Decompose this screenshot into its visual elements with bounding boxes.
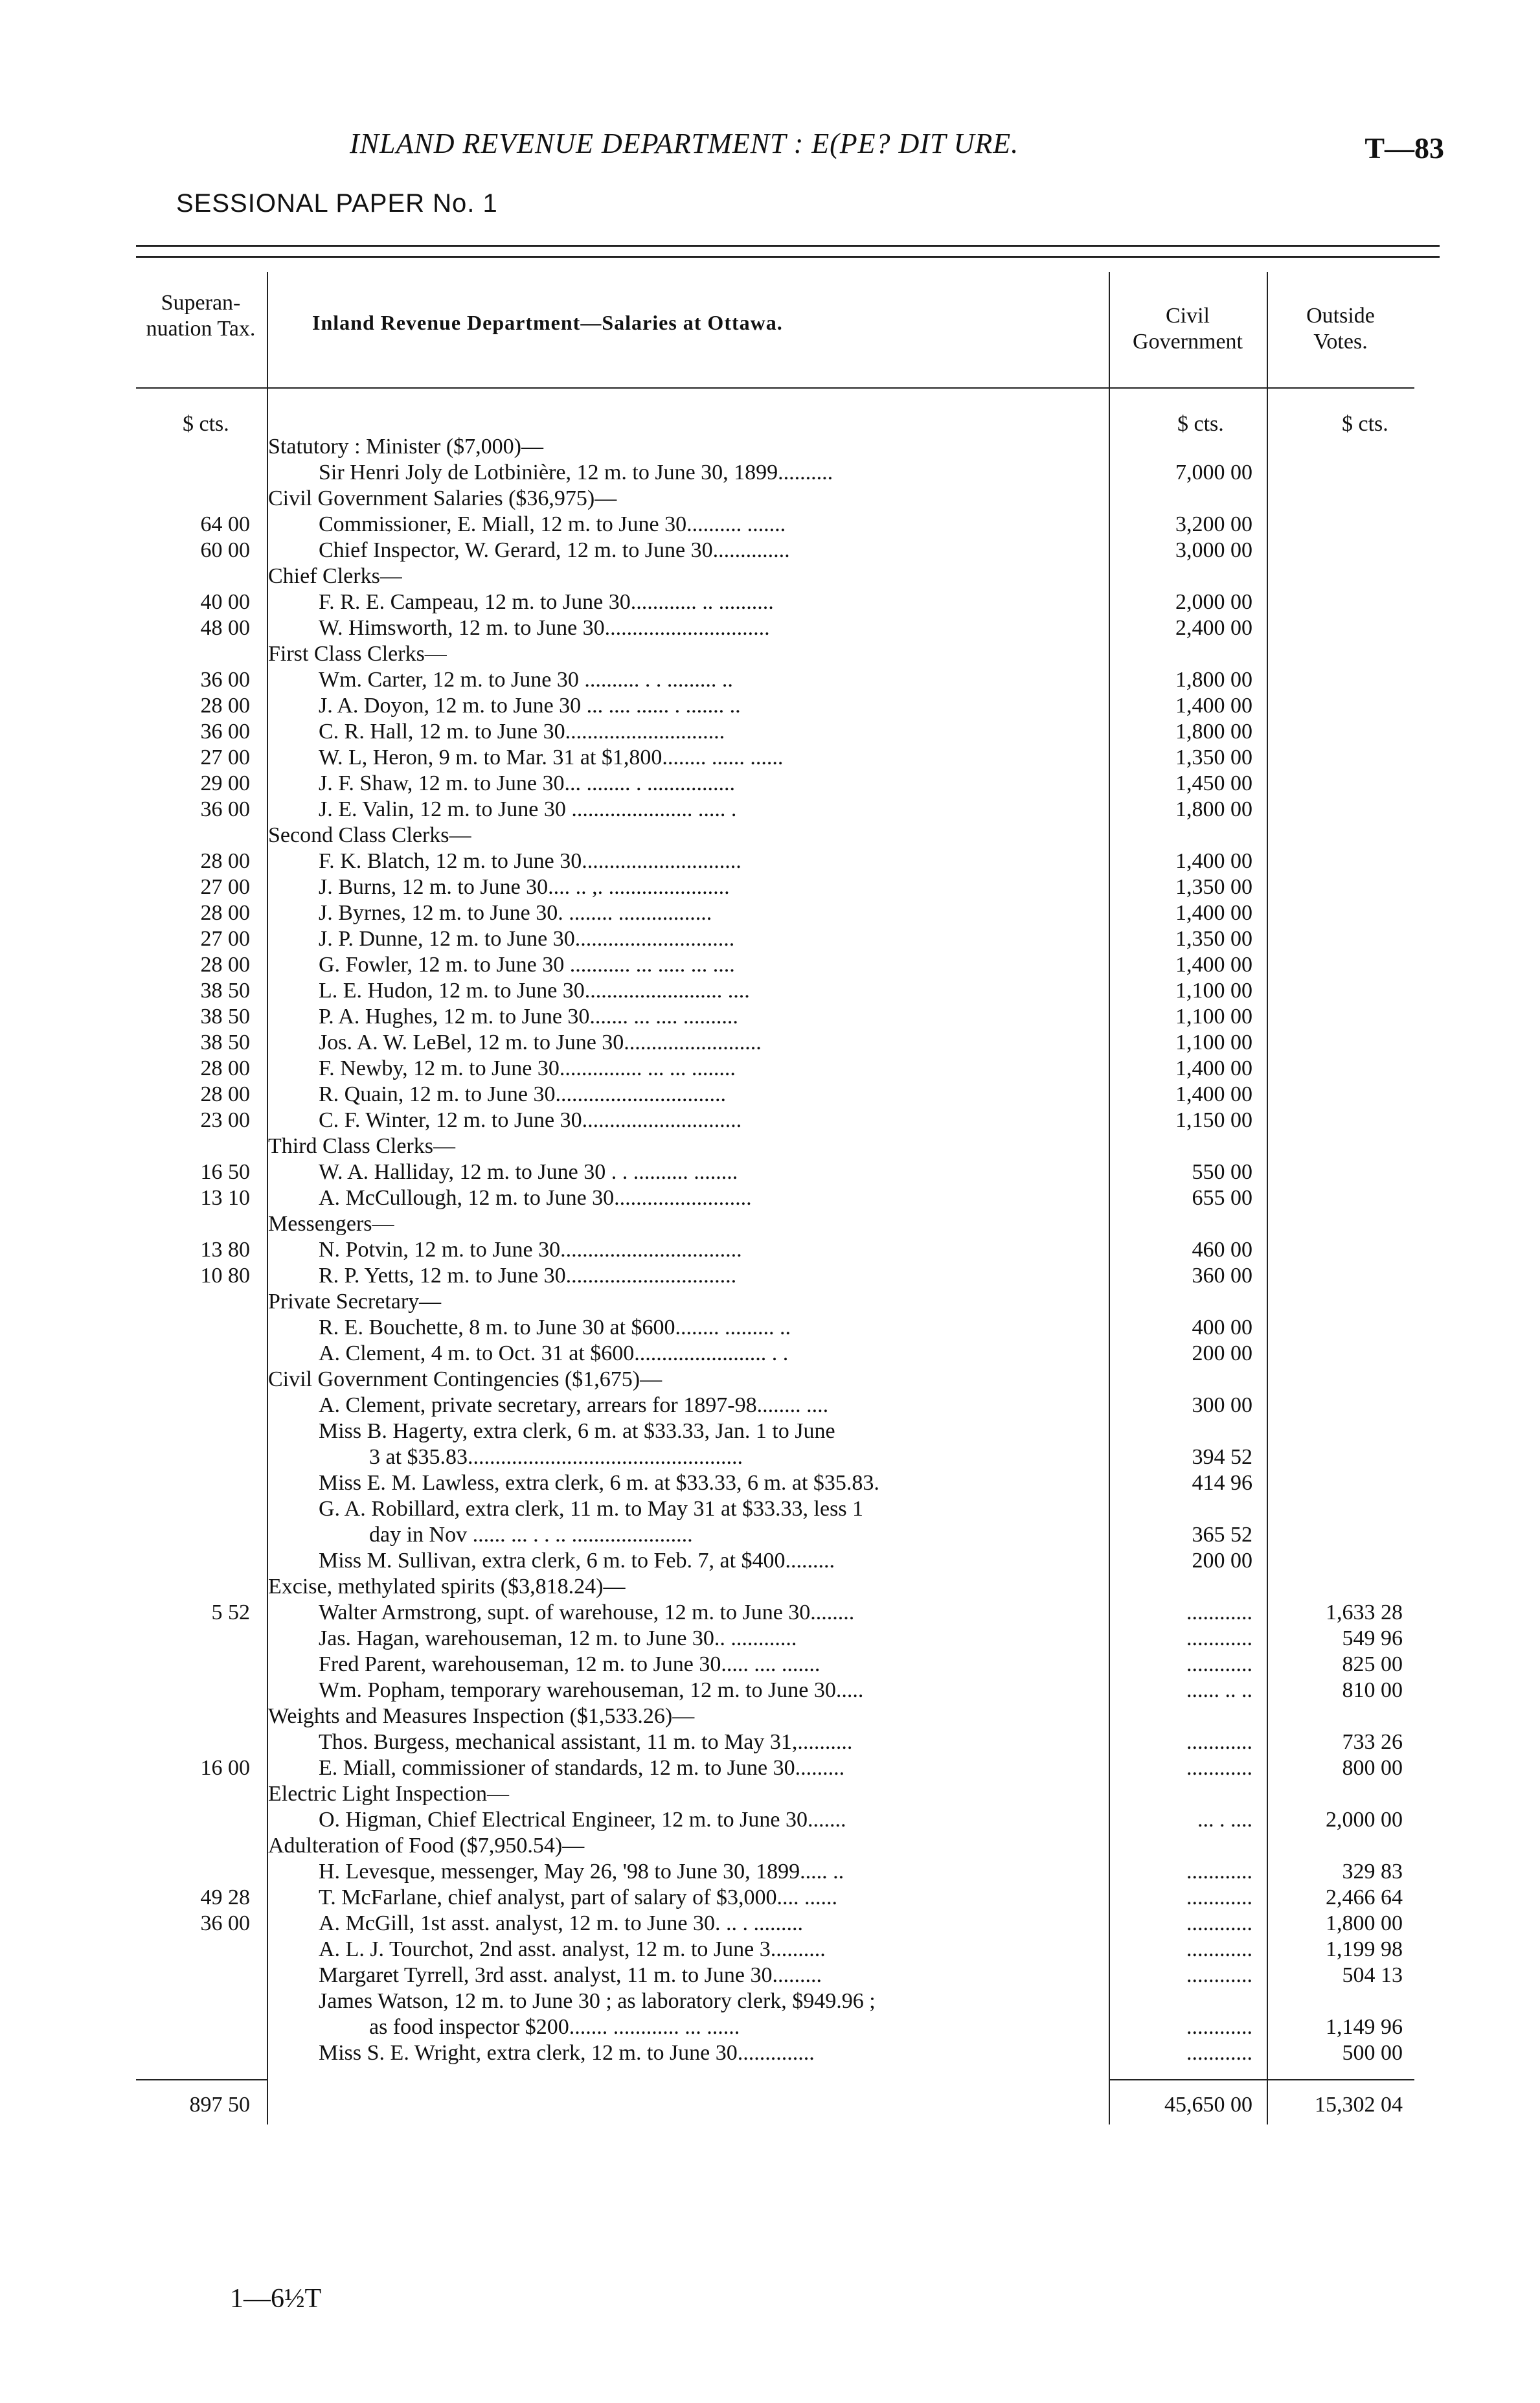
description-cell: Miss S. E. Wright, extra clerk, 12 m. to June 30.............. [319, 2041, 815, 2065]
description-cell: A. Clement, private secretary, arrears for 1897-98........ .... [319, 1393, 829, 1417]
outside-cell: 825 00 [1342, 1652, 1403, 1676]
table-row [0, 1652, 1540, 1678]
outside-cell: 1,199 98 [1326, 1937, 1403, 1961]
tax-cell: 13 10 [200, 1186, 250, 1210]
description-cell: Commissioner, E. Miall, 12 m. to June 30.......... ....... [319, 512, 786, 536]
table-row [0, 1522, 1540, 1548]
description-cell: G. Fowler, 12 m. to June 30 ........... ... ..... ... .... [319, 953, 735, 977]
tax-cell: 28 00 [200, 901, 250, 925]
tax-cell: 28 00 [200, 694, 250, 718]
description-cell: W. L, Heron, 9 m. to Mar. 31 at $1,800........ ...... ...... [319, 746, 784, 769]
totals-row [0, 2092, 1540, 2118]
description-cell: Chief Clerks— [268, 564, 402, 588]
outside-cell: 800 00 [1342, 1756, 1403, 1780]
table-row [0, 1367, 1540, 1393]
civil-cell: 1,100 00 [1175, 1005, 1252, 1029]
description-cell: Weights and Measures Inspection ($1,533.26)— [268, 1704, 695, 1728]
civil-cell: 200 00 [1192, 1549, 1252, 1573]
civil-cell: 394 52 [1192, 1445, 1252, 1469]
civil-cell: 1,400 00 [1175, 901, 1252, 925]
civil-cell: 2,400 00 [1175, 616, 1252, 640]
description-cell: F. K. Blatch, 12 m. to June 30............................. [319, 849, 742, 873]
table-row [0, 1393, 1540, 1418]
table-row [0, 1470, 1540, 1496]
civil-cell: 1,450 00 [1175, 771, 1252, 795]
table-row [0, 641, 1540, 667]
table-row [0, 1600, 1540, 1626]
description-cell: R. E. Bouchette, 8 m. to June 30 at $600........ ......... .. [319, 1315, 791, 1339]
civil-cell: 365 52 [1192, 1523, 1252, 1547]
table-row [0, 1859, 1540, 1885]
description-cell: F. R. E. Campeau, 12 m. to June 30............ .. .......... [319, 590, 774, 614]
civil-cell: 1,150 00 [1175, 1108, 1252, 1132]
table-row [0, 512, 1540, 538]
civil-cell: 1,350 00 [1175, 746, 1252, 769]
table-row [0, 667, 1540, 693]
table-row [0, 1159, 1540, 1185]
table-row [0, 2014, 1540, 2040]
description-cell: H. Levesque, messenger, May 26, '98 to June 30, 1899..... .. [319, 1860, 844, 1884]
civil-cell: 300 00 [1192, 1393, 1252, 1417]
civil-cell: ............ [1186, 2015, 1252, 2039]
civil-cell: 360 00 [1192, 1264, 1252, 1288]
table-row [0, 1263, 1540, 1289]
description-cell: P. A. Hughes, 12 m. to June 30....... ... .... .......... [319, 1005, 738, 1029]
table-row [0, 1444, 1540, 1470]
table-row [0, 1237, 1540, 1263]
table-row [0, 1341, 1540, 1367]
table-row [0, 589, 1540, 615]
civil-column-header: Civil Government [1133, 304, 1243, 354]
description-cell: O. Higman, Chief Electrical Engineer, 12 m. to June 30....... [319, 1808, 846, 1832]
table-row [0, 1030, 1540, 1056]
header-double-rule [136, 245, 1440, 258]
description-cell: A. Clement, 4 m. to Oct. 31 at $600........................ . . [319, 1341, 789, 1365]
table-row [0, 900, 1540, 926]
outside-cell: 1,149 96 [1326, 2015, 1403, 2039]
table-row [0, 538, 1540, 564]
outside-cell: 1,800 00 [1326, 1911, 1403, 1935]
civil-cell: 460 00 [1192, 1238, 1252, 1262]
description-cell: T. McFarlane, chief analyst, part of salary of $3,000.... ...... [319, 1885, 837, 1909]
table-row [0, 1963, 1540, 1988]
civil-cell: ............ [1186, 1652, 1252, 1676]
civil-cell: ............ [1186, 1730, 1252, 1754]
outside-cell: 329 83 [1342, 1860, 1403, 1884]
tax-cell: 36 00 [200, 668, 250, 692]
description-cell: Messengers— [268, 1212, 394, 1236]
table-row [0, 1833, 1540, 1859]
description-cell: Private Secretary— [268, 1290, 442, 1314]
outside-cell: 733 26 [1342, 1730, 1403, 1754]
tax-cell: 40 00 [200, 590, 250, 614]
table-row [0, 1496, 1540, 1522]
outside-cell: 504 13 [1342, 1963, 1403, 1987]
description-cell: Electric Light Inspection— [268, 1782, 509, 1806]
civil-cell: ............ [1186, 1911, 1252, 1935]
table-row [0, 564, 1540, 589]
description-cell: day in Nov ...... ... . . .. ...................... [369, 1523, 693, 1547]
civil-cell: 400 00 [1192, 1315, 1252, 1339]
civil-cell: ............ [1186, 1885, 1252, 1909]
description-cell: James Watson, 12 m. to June 30 ; as laboratory clerk, $949.96 ; [319, 1989, 876, 2013]
description-cell: A. L. J. Tourchot, 2nd asst. analyst, 12 m. to June 3.......... [319, 1937, 826, 1961]
tax-cell: 36 00 [200, 797, 250, 821]
totals-rule-tax [136, 2079, 267, 2080]
tax-cell: 36 00 [200, 1911, 250, 1935]
tax-cell: 49 28 [200, 1885, 250, 1909]
table-row [0, 1108, 1540, 1133]
tax-cell: 28 00 [200, 953, 250, 977]
page-signature: 1—6½T [230, 2284, 322, 2314]
table-row [0, 1574, 1540, 1600]
civil-cell: 655 00 [1192, 1186, 1252, 1210]
description-cell: Second Class Clerks— [268, 823, 471, 847]
table-row [0, 1807, 1540, 1833]
tax-cell: 28 00 [200, 849, 250, 873]
outside-cell: 2,000 00 [1326, 1808, 1403, 1832]
description-cell: F. Newby, 12 m. to June 30............... ... ... ........ [319, 1056, 736, 1080]
outside-cell: 500 00 [1342, 2041, 1403, 2065]
table-row [0, 434, 1540, 460]
civil-cell: ............ [1186, 1860, 1252, 1884]
civil-cell: 3,200 00 [1175, 512, 1252, 536]
tax-total: 897 50 [189, 2093, 250, 2117]
tax-cell: 10 80 [200, 1264, 250, 1288]
description-cell: Civil Government Contingencies ($1,675)— [268, 1367, 662, 1391]
description-cell: Wm. Popham, temporary warehouseman, 12 m. to June 30..... [319, 1678, 864, 1702]
outside-cell: 1,633 28 [1326, 1600, 1403, 1624]
description-cell: as food inspector $200....... ............ ... ...... [369, 2015, 740, 2039]
description-cell: Walter Armstrong, supt. of warehouse, 12 m. to June 30........ [319, 1600, 855, 1624]
civil-cell: 1,350 00 [1175, 875, 1252, 899]
table-row [0, 1703, 1540, 1729]
tax-cell: 27 00 [200, 746, 250, 769]
civil-cell: 1,400 00 [1175, 953, 1252, 977]
table-row [0, 719, 1540, 745]
outside-column-header: Outside Votes. [1306, 304, 1375, 354]
description-cell: Miss B. Hagerty, extra clerk, 6 m. at $33.33, Jan. 1 to June [319, 1419, 835, 1443]
table-row [0, 1004, 1540, 1030]
tax-cell: 16 50 [200, 1160, 250, 1184]
civil-cell: 200 00 [1192, 1341, 1252, 1365]
description-cell: First Class Clerks— [268, 642, 447, 666]
header-rule-outside [1267, 387, 1414, 389]
description-cell: J. Burns, 12 m. to June 30.... .. ,. ...................... [319, 875, 730, 899]
civil-cell: 1,800 00 [1175, 720, 1252, 744]
table-title: Inland Revenue Department—Salaries at Ottawa. [312, 311, 783, 334]
table-row [0, 823, 1540, 848]
description-cell: Miss M. Sullivan, extra clerk, 6 m. to Feb. 7, at $400......... [319, 1549, 835, 1573]
civil-cell: 550 00 [1192, 1160, 1252, 1184]
tax-column-header: Superan- nuation Tax. [146, 291, 256, 341]
sessional-paper-label: SESSIONAL PAPER No. 1 [176, 189, 498, 218]
table-row [0, 745, 1540, 771]
description-cell: Miss E. M. Lawless, extra clerk, 6 m. at $33.33, 6 m. at $35.83. [319, 1471, 879, 1495]
table-row [0, 1548, 1540, 1574]
civil-cell: ...... .. .. [1186, 1678, 1252, 1702]
header-rule-tax [136, 387, 267, 389]
tax-cell: 16 00 [200, 1756, 250, 1780]
description-cell: Wm. Carter, 12 m. to June 30 .......... . . ......... .. [319, 668, 733, 692]
civil-cell: 1,400 00 [1175, 694, 1252, 718]
outside-total: 15,302 04 [1315, 2093, 1403, 2117]
tax-unit: $ cts. [183, 412, 229, 436]
table-row [0, 1418, 1540, 1444]
description-cell: N. Potvin, 12 m. to June 30................................. [319, 1238, 742, 1262]
description-cell: Sir Henri Joly de Lotbinière, 12 m. to June 30, 1899.......... [319, 461, 833, 484]
table-row [0, 1082, 1540, 1108]
tax-cell: 64 00 [200, 512, 250, 536]
description-cell: Statutory : Minister ($7,000)— [268, 435, 543, 459]
tax-cell: 38 50 [200, 979, 250, 1003]
table-row [0, 1729, 1540, 1755]
header-rule-civil [1109, 387, 1267, 389]
table-row [0, 1988, 1540, 2014]
civil-total: 45,650 00 [1164, 2093, 1252, 2117]
civil-cell: ............ [1186, 1937, 1252, 1961]
description-cell: Third Class Clerks— [268, 1134, 455, 1158]
civil-cell: 1,100 00 [1175, 979, 1252, 1003]
table-row [0, 952, 1540, 978]
tax-cell: 28 00 [200, 1082, 250, 1106]
tax-cell: 48 00 [200, 616, 250, 640]
description-cell: Excise, methylated spirits ($3,818.24)— [268, 1575, 626, 1599]
table-row [0, 1911, 1540, 1937]
outside-cell: 2,466 64 [1326, 1885, 1403, 1909]
description-cell: C. R. Hall, 12 m. to June 30............................. [319, 720, 725, 744]
civil-unit: $ cts. [1177, 412, 1224, 436]
civil-cell: 1,800 00 [1175, 797, 1252, 821]
tax-cell: 27 00 [200, 875, 250, 899]
expenditure-table-body [0, 434, 1540, 2066]
civil-cell: 7,000 00 [1175, 461, 1252, 484]
description-cell: Chief Inspector, W. Gerard, 12 m. to June 30.............. [319, 538, 790, 562]
description-cell: C. F. Winter, 12 m. to June 30............................. [319, 1108, 742, 1132]
description-cell: A. McCullough, 12 m. to June 30......................... [319, 1186, 752, 1210]
table-row [0, 1185, 1540, 1211]
table-row [0, 1133, 1540, 1159]
description-cell: Adulteration of Food ($7,950.54)— [268, 1834, 585, 1858]
table-row [0, 978, 1540, 1004]
outside-cell: 549 96 [1342, 1626, 1403, 1650]
description-cell: W. A. Halliday, 12 m. to June 30 . . .......... ........ [319, 1160, 738, 1184]
description-cell: J. P. Dunne, 12 m. to June 30............................. [319, 927, 735, 951]
civil-cell: ............ [1186, 1626, 1252, 1650]
description-cell: J. A. Doyon, 12 m. to June 30 ... .... ...... . ....... .. [319, 694, 741, 718]
civil-cell: 1,400 00 [1175, 1056, 1252, 1080]
page-title: INLAND REVENUE DEPARTMENT : E(PE? DIT URE. [350, 128, 1019, 159]
description-cell: L. E. Hudon, 12 m. to June 30......................... .... [319, 979, 750, 1003]
table-row [0, 1937, 1540, 1963]
tax-cell: 36 00 [200, 720, 250, 744]
description-cell: A. McGill, 1st asst. analyst, 12 m. to June 30. .. . ......... [319, 1911, 803, 1935]
table-row [0, 615, 1540, 641]
table-row [0, 1056, 1540, 1082]
civil-cell: 1,100 00 [1175, 1031, 1252, 1054]
table-row [0, 693, 1540, 719]
civil-cell: 1,350 00 [1175, 927, 1252, 951]
civil-cell: 1,400 00 [1175, 849, 1252, 873]
civil-cell: ............ [1186, 1963, 1252, 1987]
tax-cell: 60 00 [200, 538, 250, 562]
tax-cell: 28 00 [200, 1056, 250, 1080]
table-row [0, 486, 1540, 512]
description-cell: Fred Parent, warehouseman, 12 m. to June 30..... .... ....... [319, 1652, 821, 1676]
description-cell: Jas. Hagan, warehouseman, 12 m. to June 30.. ............ [319, 1626, 797, 1650]
tax-cell: 13 80 [200, 1238, 250, 1262]
table-row [0, 848, 1540, 874]
description-cell: G. A. Robillard, extra clerk, 11 m. to May 31 at $33.33, less 1 [319, 1497, 864, 1521]
civil-cell: 414 96 [1192, 1471, 1252, 1495]
table-row [0, 874, 1540, 900]
page-number: T—83 [1364, 131, 1444, 165]
description-cell: J. F. Shaw, 12 m. to June 30... ........ . ................ [319, 771, 735, 795]
civil-cell: 1,400 00 [1175, 1082, 1252, 1106]
outside-unit: $ cts. [1342, 412, 1388, 436]
table-row [0, 1781, 1540, 1807]
table-row [0, 460, 1540, 486]
tax-cell: 5 52 [211, 1600, 250, 1624]
description-cell: R. Quain, 12 m. to June 30............................... [319, 1082, 726, 1106]
description-cell: 3 at $35.83.................................................. [369, 1445, 743, 1469]
totals-rule-outside [1267, 2079, 1414, 2080]
table-row [0, 1755, 1540, 1781]
table-row [0, 1678, 1540, 1703]
civil-cell: 1,800 00 [1175, 668, 1252, 692]
civil-cell: ............ [1186, 1600, 1252, 1624]
tax-cell: 38 50 [200, 1031, 250, 1054]
table-row [0, 1885, 1540, 1911]
table-row [0, 771, 1540, 797]
outside-cell: 810 00 [1342, 1678, 1403, 1702]
civil-cell: 3,000 00 [1175, 538, 1252, 562]
description-cell: J. E. Valin, 12 m. to June 30 ...................... ..... . [319, 797, 737, 821]
description-cell: Civil Government Salaries ($36,975)— [268, 486, 617, 510]
description-cell: Jos. A. W. LeBel, 12 m. to June 30......................... [319, 1031, 762, 1054]
tax-cell: 38 50 [200, 1005, 250, 1029]
table-row [0, 1289, 1540, 1315]
tax-cell: 23 00 [200, 1108, 250, 1132]
header-rule-main [267, 387, 1109, 389]
civil-cell: ... . .... [1197, 1808, 1252, 1832]
description-cell: R. P. Yetts, 12 m. to June 30............................... [319, 1264, 737, 1288]
civil-cell: ............ [1186, 1756, 1252, 1780]
description-cell: W. Himsworth, 12 m. to June 30.............................. [319, 616, 770, 640]
table-row [0, 1626, 1540, 1652]
description-cell: Thos. Burgess, mechanical assistant, 11 m. to May 31,.......... [319, 1730, 853, 1754]
tax-cell: 27 00 [200, 927, 250, 951]
table-row [0, 2040, 1540, 2066]
totals-rule-civil [1109, 2079, 1267, 2080]
table-row [0, 797, 1540, 823]
description-cell: E. Miall, commissioner of standards, 12 m. to June 30......... [319, 1756, 845, 1780]
tax-cell: 29 00 [200, 771, 250, 795]
table-row [0, 1315, 1540, 1341]
civil-cell: 2,000 00 [1175, 590, 1252, 614]
table-row [0, 1211, 1540, 1237]
description-cell: J. Byrnes, 12 m. to June 30. ........ ................. [319, 901, 712, 925]
description-cell: Margaret Tyrrell, 3rd asst. analyst, 11 m. to June 30......... [319, 1963, 822, 1987]
civil-cell: ............ [1186, 2041, 1252, 2065]
table-row [0, 926, 1540, 952]
